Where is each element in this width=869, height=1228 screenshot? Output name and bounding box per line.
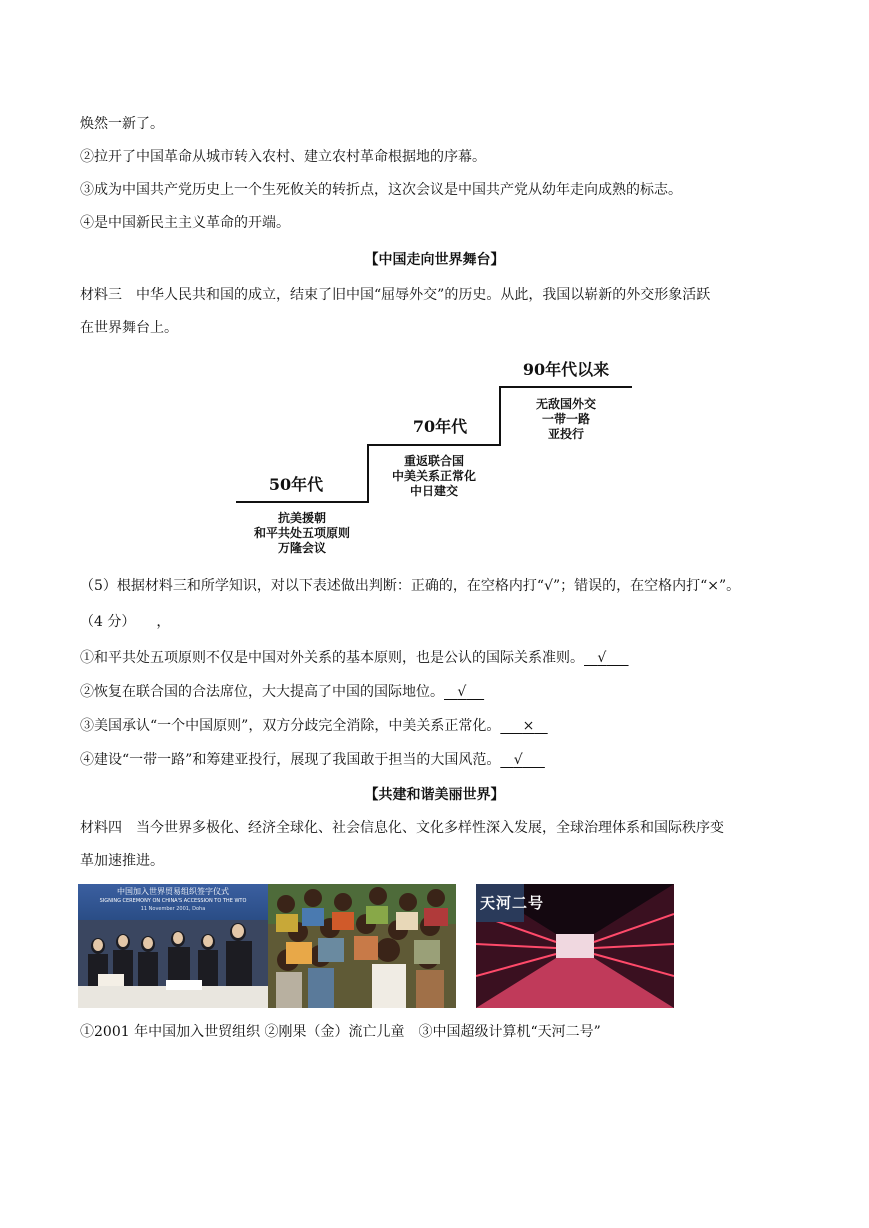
answer-mark: × — [522, 718, 535, 734]
stair-label-50s: 50年代 — [268, 475, 324, 494]
judgment-item — [80, 716, 548, 736]
material-text: 革加速推进。 — [80, 853, 164, 869]
stair-label-70s: 70年代 — [412, 417, 468, 436]
material-text: 材料四 当今世界多极化、经济全球化、社会信息化、文化多样性深入发展，全球治理体系和国际秩序变 — [80, 820, 724, 836]
stair-items-50s — [236, 511, 368, 556]
text-line: ④是中国新民主主义革命的开端。 — [80, 215, 290, 231]
stair-item: 一带一路 — [541, 412, 590, 426]
photo-caption: ①2001 年中国加入世贸组织 ②刚果（金）流亡儿童 ③中国超级计算机“天河二号” — [80, 1024, 601, 1040]
wto-scene — [78, 884, 268, 1008]
wto-banner-cn: 中国加入世界贸易组织签字仪式 — [117, 887, 229, 896]
stair-item: 中美关系正常化 — [391, 469, 476, 483]
stair-item: 万隆会议 — [277, 541, 326, 555]
judgment-item — [80, 750, 545, 770]
answer-blank — [584, 648, 629, 668]
stair-item: 中日建交 — [409, 484, 458, 498]
stair-item: 重返联合国 — [403, 454, 464, 468]
judgment-text: ①和平共处五项原则不仅是中国对外关系的基本原则，也是公认的国际关系准则。 — [80, 650, 584, 666]
judgment-text: ③美国承认“一个中国原则”，双方分歧完全消除，中美关系正常化。 — [80, 718, 501, 734]
stair-items-70s — [368, 454, 500, 499]
answer-blank — [500, 716, 547, 736]
stair-item: 抗美援朝 — [277, 511, 326, 525]
material-text: 在世界舞台上。 — [80, 320, 178, 336]
text-line: ③成为中国共产党历史上一个生死攸关的转折点，这次会议是中国共产党从幼年走向成熟的标志。 — [80, 182, 682, 198]
wto-banner-date: 11 November 2001, Doha — [140, 906, 206, 912]
text-line: ②拉开了中国革命从城市转入农村、建立农村革命根据地的序幕。 — [80, 149, 486, 165]
wto-banner-en: SIGNING CEREMONY ON CHINA'S ACCESSION TO THE WTO — [99, 898, 247, 904]
material-text: 材料三 中华人民共和国的成立，结束了旧中国“屈辱外交”的历史。从此，我国以崭新的外交形象活跃 — [80, 287, 711, 303]
answer-blank — [444, 682, 484, 702]
judgment-text: ②恢复在联合国的合法席位，大大提高了中国的国际地位。 — [80, 684, 444, 700]
question-prompt: （5）根据材料三和所学知识，对以下表述做出判断：正确的，在空格内打“√”；错误的，在空格内打“×”。 — [80, 578, 741, 594]
stair-item: 亚投行 — [547, 427, 584, 441]
section-heading: 【共建和谐美丽世界】 — [364, 787, 505, 803]
text-line: 焕然一新了。 — [80, 116, 164, 132]
stair-item: 和平共处五项原则 — [253, 526, 350, 540]
judgment-item — [80, 648, 629, 668]
stair-item: 无敌国外交 — [535, 397, 596, 411]
judgment-text: ④建设“一带一路”和筹建亚投行，展现了我国敢于担当的大国风范。 — [80, 752, 501, 768]
answer-mark: √ — [457, 684, 467, 700]
stair-items-90s — [500, 397, 632, 442]
stair-label-90s: 90年代以来 — [522, 360, 610, 379]
photo-refugee-children — [268, 884, 456, 1008]
answer-mark: √ — [513, 752, 523, 768]
answer-mark: √ — [597, 650, 607, 666]
question-points: （4 分） ， — [80, 614, 171, 630]
photo-tianhe-2 — [476, 884, 674, 1008]
judgment-item — [80, 682, 484, 702]
answer-blank — [500, 750, 545, 770]
tianhe-sign: 天河二号 — [480, 894, 545, 912]
photo-wto-signing — [78, 884, 268, 1008]
children-scene — [268, 884, 456, 1008]
section-heading: 【中国走向世界舞台】 — [364, 252, 505, 268]
